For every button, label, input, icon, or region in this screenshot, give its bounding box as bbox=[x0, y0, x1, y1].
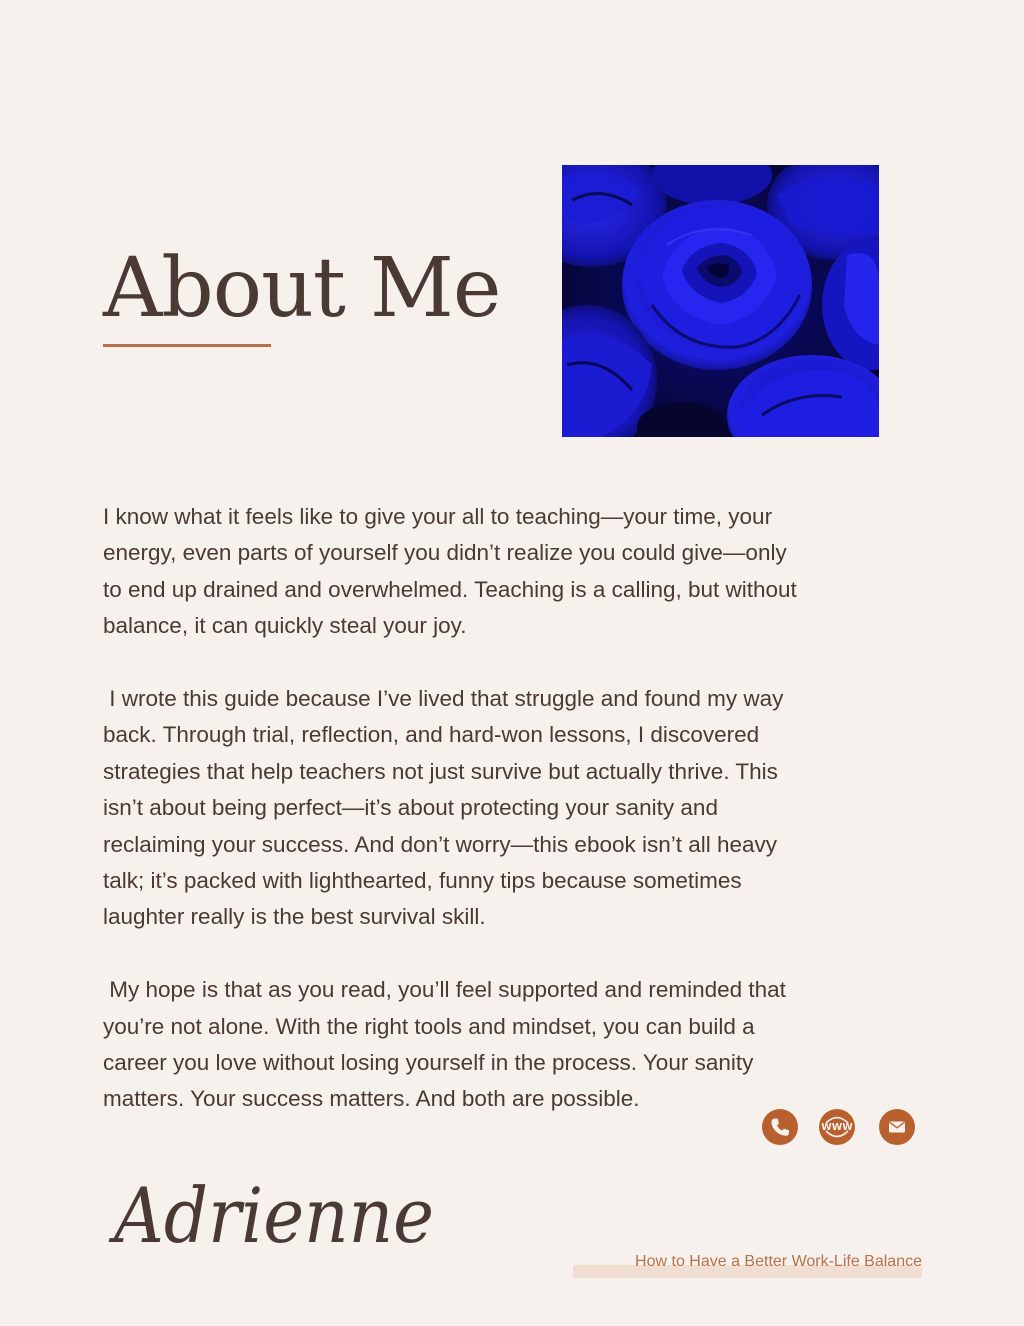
paragraph-2: I wrote this guide because I’ve lived that struggle and found my way back. Through trial, reflection, and hard-won lessons, I discovered strategies that help teachers not just survive but actually thrive. This isn’t about being perfect—it’s about protecting your sanity and reclaiming your success. And don’t worry—this ebook isn’t all heavy talk; it’s packed with lighthearted, funny tips because sometimes laughter really is the best survival skill. bbox=[103, 686, 784, 930]
paragraph-1: I know what it feels like to give your all to teaching—your time, your energy, even parts of yourself you didn’t realize you could give—only to end up drained and overwhelmed. Teaching is a calling, but without balance, it can quickly steal your joy. bbox=[103, 504, 797, 639]
contact-icons bbox=[762, 1109, 917, 1145]
footer-banner bbox=[573, 1252, 922, 1278]
footer-title: How to Have a Better Work-Life Balance bbox=[635, 1253, 922, 1270]
phone-icon[interactable] bbox=[762, 1109, 798, 1145]
signature bbox=[108, 1150, 448, 1270]
www-icon[interactable] bbox=[819, 1109, 855, 1145]
signature-text: Adrienne bbox=[108, 1171, 435, 1260]
page-title: About Me bbox=[103, 241, 501, 336]
blue-roses-photo bbox=[562, 165, 879, 437]
about-body bbox=[103, 499, 903, 1154]
title-underline bbox=[103, 344, 271, 347]
www-label: WWW bbox=[821, 1122, 853, 1133]
email-icon[interactable] bbox=[879, 1109, 915, 1145]
paragraph-3: My hope is that as you read, you’ll feel supported and reminded that you’re not alone. With the right tools and mindset, you can build a career you love without losing yourself in the process. Your sanity matters. Your success matters. And both are possible. bbox=[103, 977, 786, 1112]
